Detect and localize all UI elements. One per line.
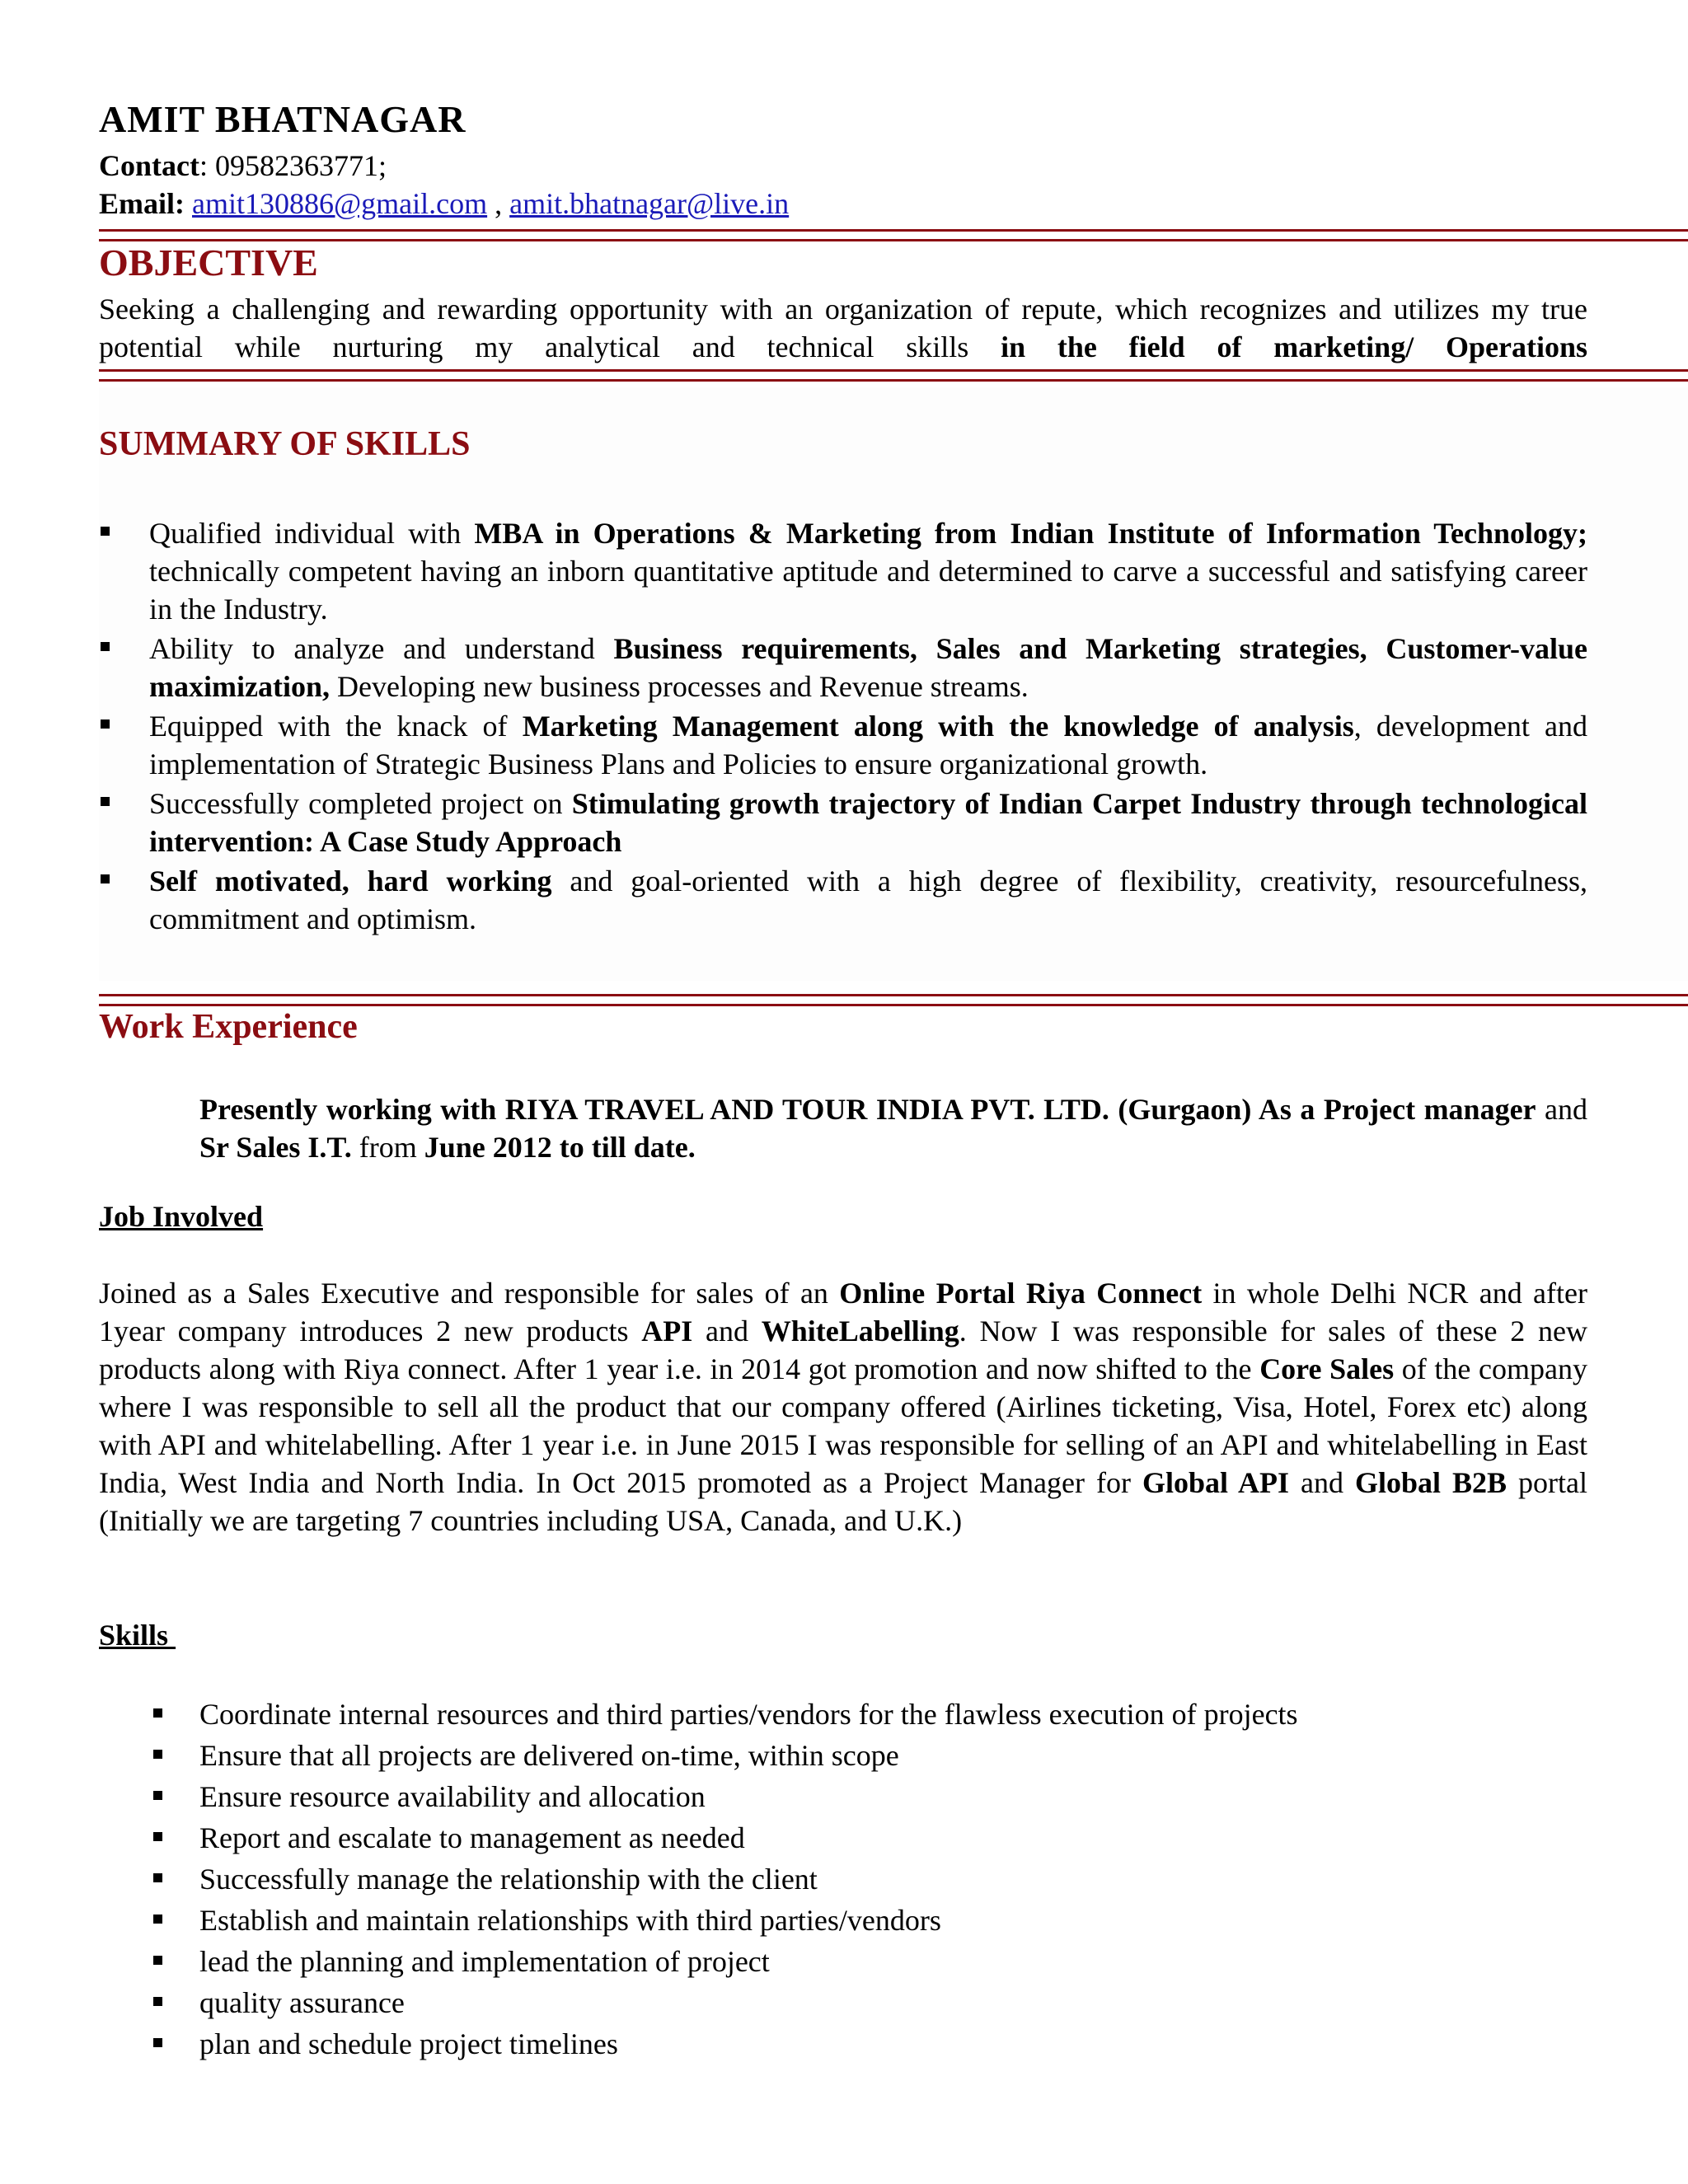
square-bullet-icon: [153, 1750, 162, 1759]
skills-list: [148, 1694, 1298, 2064]
square-bullet-icon: [153, 1997, 162, 2006]
summary-item-bold: Business requirements, Sales and Marketing strategies, Customer-value maximization,: [149, 632, 1587, 703]
summary-item-bold: MBA in Operations & Marketing from Indian Institute of Information Technology;: [474, 517, 1588, 550]
job-text-bold: WhiteLabelling: [761, 1315, 959, 1347]
job-text: and: [692, 1315, 762, 1347]
summary-divider: [99, 994, 1688, 1006]
objective-text: [99, 290, 1587, 366]
email-label: Email:: [99, 187, 185, 220]
job-text: and: [1289, 1466, 1355, 1499]
summary-heading: SUMMARY OF SKILLS: [99, 425, 471, 463]
contact-phone: : 09582363771;: [199, 149, 387, 182]
square-bullet-icon: [101, 642, 110, 651]
current-position-dates: June 2012 to till date.: [424, 1131, 696, 1164]
skill-item: [148, 1694, 1298, 1735]
objective-heading: OBJECTIVE: [99, 241, 318, 284]
square-bullet-icon: [153, 1956, 162, 1965]
current-position-bold: Presently working with RIYA TRAVEL AND TOUR INDIA PVT. LTD. (Gurgaon) As a Project manager: [199, 1093, 1536, 1126]
job-involved-heading: Job Involved: [99, 1200, 264, 1233]
skill-item: [148, 1858, 1298, 1900]
job-text: in whole Delhi NCR and after 1year company introduces 2 new products: [99, 1277, 1587, 1347]
skill-text: Report and escalate to management as needed: [199, 1821, 745, 1854]
objective-text-main: Seeking a challenging and rewarding opportunity with an organization of repute, which recognizes and utilizes my true potential while nurturing my analytical and technical skills: [99, 293, 1587, 363]
current-position-text: from: [351, 1131, 424, 1164]
skill-text: quality assurance: [199, 1986, 405, 2019]
job-text-bold: API: [641, 1315, 693, 1347]
header-divider: [99, 229, 1688, 241]
skill-item: [148, 1735, 1298, 1776]
summary-item: [99, 862, 1587, 938]
job-description: [99, 1274, 1587, 1540]
summary-list: [99, 514, 1587, 940]
square-bullet-icon: [101, 874, 110, 883]
summary-item-text: Equipped with the knack of: [149, 710, 523, 743]
square-bullet-icon: [153, 1832, 162, 1841]
job-text: . Now I was responsible for sales of these 2 new products along with Riya connect. After 1 year i.e. in 2014 got promotion and now shifted to the: [99, 1315, 1587, 1385]
skill-item: [148, 1941, 1298, 1982]
summary-item-text: Ability to analyze and understand: [149, 632, 614, 665]
objective-text-bold: in the field of marketing/ Operations: [1001, 330, 1587, 363]
summary-item-text: technically competent having an inborn quantitative aptitude and determined to carve a successful and satisfying career in the Industry.: [149, 555, 1587, 626]
contact-label: Contact: [99, 149, 199, 182]
summary-item-text: Qualified individual with: [149, 517, 475, 550]
summary-item-bold: Stimulating growth trajectory of Indian Carpet Industry through technological intervention: A Case Study Approach: [149, 787, 1588, 858]
skill-text: Ensure that all projects are delivered on-time, within scope: [199, 1739, 899, 1772]
square-bullet-icon: [153, 1915, 162, 1924]
job-text-bold: Global B2B: [1354, 1466, 1507, 1499]
summary-item-bold: Self motivated, hard working: [149, 865, 552, 898]
objective-divider: [99, 369, 1688, 382]
skill-text: Establish and maintain relationships with third parties/vendors: [199, 1904, 941, 1937]
skill-item: [148, 1982, 1298, 2023]
email-separator: ,: [487, 187, 510, 220]
email-link-live[interactable]: amit.bhatnagar@live.in: [509, 187, 790, 220]
summary-item-bold: Marketing Management along with the knowledge of analysis: [522, 710, 1354, 743]
job-text: Joined as a Sales Executive and responsible for sales of an: [99, 1277, 840, 1310]
summary-item: [99, 630, 1587, 705]
skill-item: [148, 1817, 1298, 1858]
summary-item-text: Developing new business processes and Revenue streams.: [329, 670, 1029, 703]
square-bullet-icon: [101, 527, 110, 536]
square-bullet-icon: [153, 1791, 162, 1800]
summary-item: [99, 514, 1587, 628]
summary-item-text: and goal-oriented with a high degree of flexibility, creativity, resourcefulness, commitment and optimism.: [149, 865, 1588, 935]
contact-line: [99, 148, 387, 183]
current-position: [199, 1090, 1587, 1166]
work-experience-heading: Work Experience: [99, 1008, 358, 1046]
skill-item: [148, 1900, 1298, 1941]
candidate-name: AMIT BHATNAGAR: [99, 98, 467, 140]
email-link-gmail[interactable]: amit130886@gmail.com: [192, 187, 488, 220]
square-bullet-icon: [101, 797, 110, 806]
job-text: portal (Initially we are targeting 7 countries including USA, Canada, and U.K.): [99, 1466, 1587, 1537]
summary-item: [99, 707, 1587, 783]
square-bullet-icon: [153, 2038, 162, 2047]
skills-heading: Skills: [99, 1619, 176, 1652]
summary-item-text: Successfully completed project on: [149, 787, 572, 820]
skill-text: plan and schedule project timelines: [199, 2027, 618, 2060]
job-text-bold: Core Sales: [1259, 1352, 1395, 1385]
job-text-bold: Global API: [1142, 1466, 1289, 1499]
job-text-bold: Online Portal Riya Connect: [839, 1277, 1203, 1310]
summary-item: [99, 785, 1587, 860]
skill-item: [148, 1776, 1298, 1817]
square-bullet-icon: [153, 1708, 162, 1718]
summary-item-text: , development and implementation of Strategic Business Plans and Policies to ensure organizational growth.: [149, 710, 1588, 780]
square-bullet-icon: [153, 1873, 162, 1882]
email-line: [99, 186, 789, 221]
current-position-bold: Sr Sales I.T.: [199, 1131, 352, 1164]
job-text: of the company where I was responsible to sell all the product that our company offered (Airlines ticketing, Visa, Hotel, Forex etc) along with API and whitelabelling. After 1 year i.e. in June 2015 I was responsible for selling of an API and whitelabelling in East India, West India and North India. In Oct 2015 promoted as a Project Manager for: [99, 1352, 1587, 1499]
square-bullet-icon: [101, 719, 110, 729]
skill-text: Ensure resource availability and allocation: [199, 1780, 706, 1813]
skill-text: Successfully manage the relationship with the client: [199, 1863, 818, 1896]
skill-text: Coordinate internal resources and third parties/vendors for the flawless execution of projects: [199, 1698, 1298, 1731]
skill-item: [148, 2023, 1298, 2064]
current-position-text: and: [1536, 1093, 1587, 1126]
skill-text: lead the planning and implementation of project: [199, 1945, 770, 1978]
